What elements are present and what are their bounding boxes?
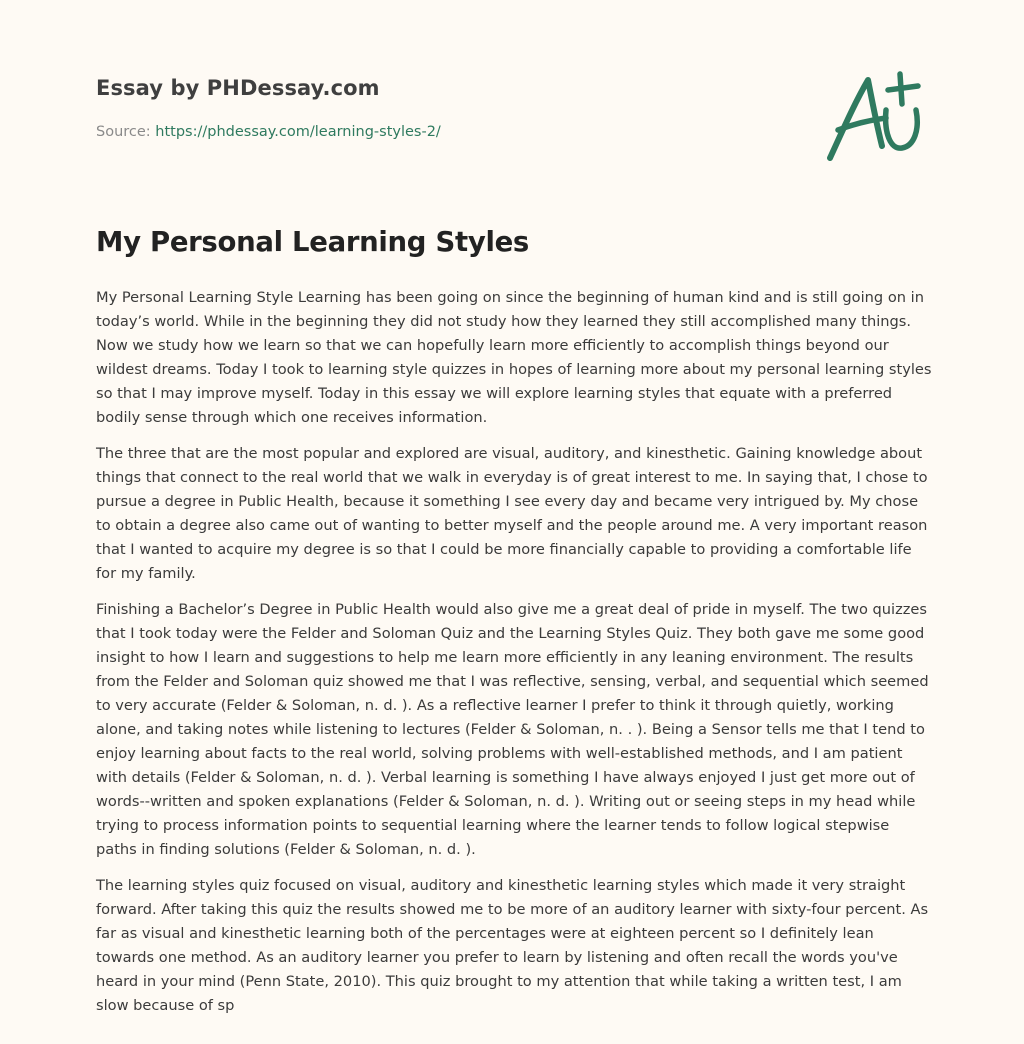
source-label: Source: [96, 124, 156, 140]
essay-body [96, 286, 932, 1030]
essay-paragraph-1: My Personal Learning Style Learning has been going on since the beginning of human kind and is still going on in today’s world. While in the beginning they did not study how they learned they still accomplished many things. Now we study how we learn so that we can hopefully learn more efficiently to accomplish things beyond our wildest dreams. Today I took to learning style quizzes in hopes of learning more about my personal learning styles so that I may improve myself. Today in this essay we will explore learning styles that equate with a preferred bodily sense through which one receives information. [96, 289, 932, 426]
essay-paragraph-4: The learning styles quiz focused on visual, auditory and kinesthetic learning styles which made it very straight forward. After taking this quiz the results showed me to be more of an auditory learner with sixty-four percent. As far as visual and kinesthetic learning both of the percentages were at eighteen percent so I definitely lean towards one method. As an auditory learner you prefer to learn by listening and often recall the words you've heard in your mind (Penn State, 2010). This quiz brought to my attention that while taking a written test, I am slow because of sp [96, 877, 929, 1014]
essay-title: My Personal Learning Styles [96, 226, 529, 258]
essay-paragraph-3: Finishing a Bachelor’s Degree in Public Health would also give me a great deal of pride in myself. The two quizzes that I took today were the Felder and Soloman Quiz and the Learning Styles Quiz. They both gave me some good insight to how I learn and suggestions to help me learn more efficiently in any leaning environment. The results from the Felder and Soloman quiz showed me that I was reflective, sensing, verbal, and sequential which seemed to very accurate (Felder & Soloman, n. d. ). As a reflective learner I prefer to think it through quietly, working alone, and taking notes while listening to lectures (Felder & Soloman, n. . ). Being a Sensor tells me that I tend to enjoy learning about facts to the real world, solving problems with well-established methods, and I am patient with details (Felder & Soloman, n. d. ). Verbal learning is something I have always enjoyed I just get more out of words--written and spoken explanations (Felder & Soloman, n. d. ). Writing out or seeing steps in my head while trying to process information points to sequential learning where the learner tends to follow logical stepwise paths in finding solutions (Felder & Soloman, n. d. ). [96, 601, 929, 858]
a-plus-logo-icon [824, 70, 928, 166]
essay-paragraph-2: The three that are the most popular and explored are visual, auditory, and kinesthetic. Gaining knowledge about things that connect to the real world that we walk in everyday is of great interest to me. In saying that, I chose to pursue a degree in Public Health, because it something I see every day and became very intrigued by. My chose to obtain a degree also came out of wanting to better myself and the people around me. A very important reason that I wanted to acquire my degree is so that I could be more financially capable to providing a comfortable life for my family. [96, 445, 928, 582]
site-brand: Essay by PHDessay.com [96, 76, 380, 100]
source-link[interactable]: https://phdessay.com/learning-styles-2/ [155, 124, 441, 140]
source-line [96, 124, 441, 140]
